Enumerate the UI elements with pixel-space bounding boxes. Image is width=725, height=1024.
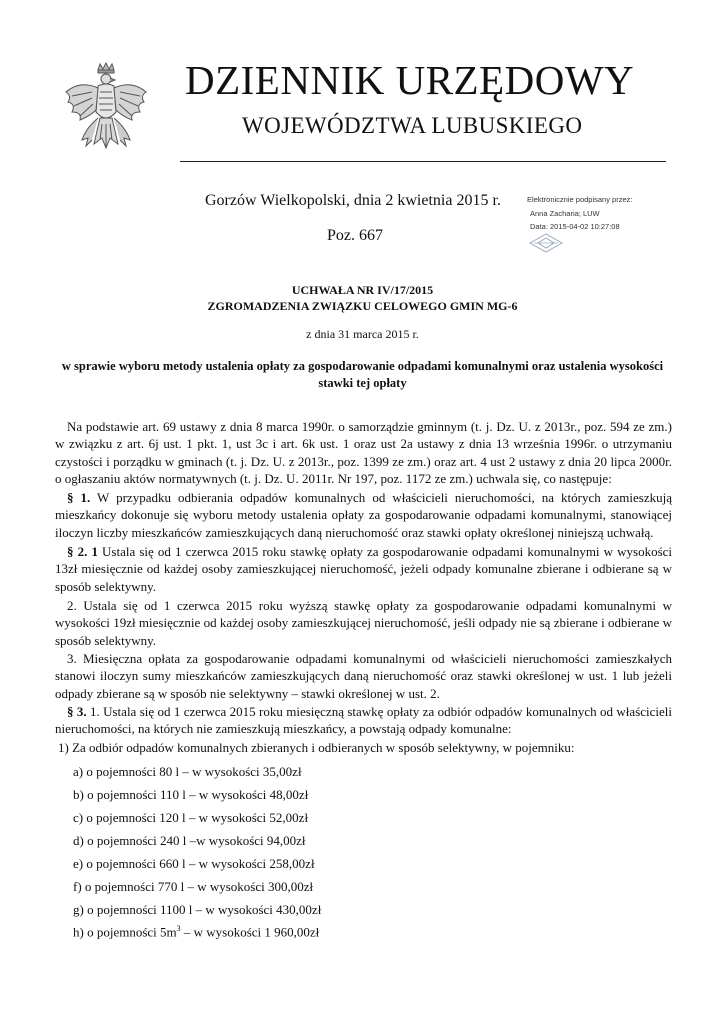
section-3-label: § 3.: [67, 704, 87, 719]
signature-signer: Anna Zacharia; LUW: [530, 209, 600, 218]
cubic-superscript: 3: [176, 924, 181, 933]
section-3-text: 1. Ustala się od 1 czerwca 2015 roku miesięczną stawkę opłaty za odbiór odpadów komunalnych od właścicieli nieruchomości, na których nie zamieszkują mieszkańcy, a powstają odpady komunalne:: [55, 704, 673, 737]
eagle-emblem-icon: [62, 62, 150, 170]
list-item: f) o pojemności 770 l – w wysokości 300,00zł: [73, 879, 314, 894]
section-1-paragraph: [55, 489, 672, 541]
list-item: e) o pojemności 660 l – w wysokości 258,00zł: [73, 856, 315, 871]
legal-basis-paragraph: Na podstawie art. 69 ustawy z dnia 8 marca 1990r. o samorządzie gminnym (t. j. Dz. U. z 2013r., poz. 594 ze zm.) w związku z art. 6j ust. 1 pkt. 1, ust 3c i art. 6k ust. 1 oraz ust 2a ustawy z dnia 13 września 1996r. o utrzymaniu czystości i porządku w gminach (t. j. Dz. U. z 2013r., poz. 1399 ze zm.) oraz art. 4 ust 2 ustawy z dnia 20 lipca 2000r. o ogłaszaniu aktów normatywnych (t. j. Dz. U. 2011r. Nr 197, poz. 1172 ze zm.) uchwala się, co następuje:: [55, 419, 672, 486]
list-item-h-text: h) o pojemności 5m: [73, 924, 177, 940]
list-item: d) o pojemności 240 l –w wysokości 94,00zł: [73, 833, 306, 848]
resolution-subject: w sprawie wyboru metody ustalenia opłaty za gospodarowanie odpadami komunalnymi oraz ustalenia wysokości stawki tej opłaty: [61, 359, 664, 390]
place-and-date: Gorzów Wielkopolski, dnia 2 kwietnia 2015 r.: [205, 192, 501, 209]
header-divider: [180, 161, 666, 162]
section-3-paragraph: [55, 703, 672, 738]
position-number: Poz. 667: [327, 227, 383, 244]
section-1-text: W przypadku odbierania odpadów komunalnych od właścicieli nieruchomości, na których zamieszkują mieszkańcy dokonuje się wyboru metody ustalenia opłaty za gospodarowanie odpadami komunalnymi, stanowiącej iloczyn liczby mieszkańców zamieszkujących daną nieruchomość oraz stawki opłaty określonej niniejszą uchwałą.: [55, 490, 672, 540]
list-item-h-amount: – w wysokości 1 960,00zł: [180, 924, 320, 940]
section-2-point-3: 3. Miesięczna opłata za gospodarowanie odpadami komunalnymi od właścicieli nieruchomości zamieszkałych stanowi iloczyn sumy mieszkańców zamieszkujących daną nieruchomość oraz stawki określonej w ust. 1 lub jeżeli odpady zbierane są w sposób nie selektywny – stawki określonej w ust. 2.: [55, 651, 672, 701]
list-item: c) o pojemności 120 l – w wysokości 52,00zł: [73, 810, 309, 825]
section-2-label: § 2. 1: [67, 544, 98, 559]
list-item: [73, 924, 319, 940]
section-1-label: § 1.: [67, 490, 91, 505]
resolution-number: UCHWAŁA NR IV/17/2015: [291, 283, 434, 297]
resolution-issuer: ZGROMADZENIA ZWIĄZKU CELOWEGO GMIN MG-6: [207, 299, 518, 313]
section-2-paragraph: [55, 543, 672, 595]
signature-line-1: Elektronicznie podpisany przez:: [527, 195, 633, 204]
section-2-text: Ustala się od 1 czerwca 2015 roku stawkę opłaty za gospodarowanie odpadami komunalnymi w wysokości 13zł miesięcznie od każdej osoby zamieszkującej nieruchomość, jeżeli odpady komunalne zbierane i odbierane są w sposób selektywny.: [55, 544, 673, 594]
signature-date: Data: 2015-04-02 10:27:08: [530, 222, 620, 231]
journal-title: DZIENNIK URZĘDOWY: [185, 57, 635, 103]
signature-stamp-icon: [528, 232, 564, 254]
list-item: b) o pojemności 110 l – w wysokości 48,00zł: [73, 787, 309, 802]
resolution-date: z dnia 31 marca 2015 r.: [306, 327, 419, 341]
journal-subtitle: WOJEWÓDZTWA LUBUSKIEGO: [242, 113, 583, 138]
section-2-point-2: 2. Ustala się od 1 czerwca 2015 roku wyższą stawkę opłaty za gospodarowanie odpadami komunalnymi w wysokości 19zł miesięcznie od każdej osoby zamieszkującej nieruchomość, jeśli odpady nie są zbierane i odbierane w sposób selektywny.: [55, 598, 672, 648]
list-item: a) o pojemności 80 l – w wysokości 35,00zł: [73, 764, 302, 779]
list-heading: 1) Za odbiór odpadów komunalnych zbieranych i odbieranych w sposób selektywny, w pojemniku:: [58, 740, 575, 755]
list-item: g) o pojemności 1100 l – w wysokości 430,00zł: [73, 902, 322, 917]
